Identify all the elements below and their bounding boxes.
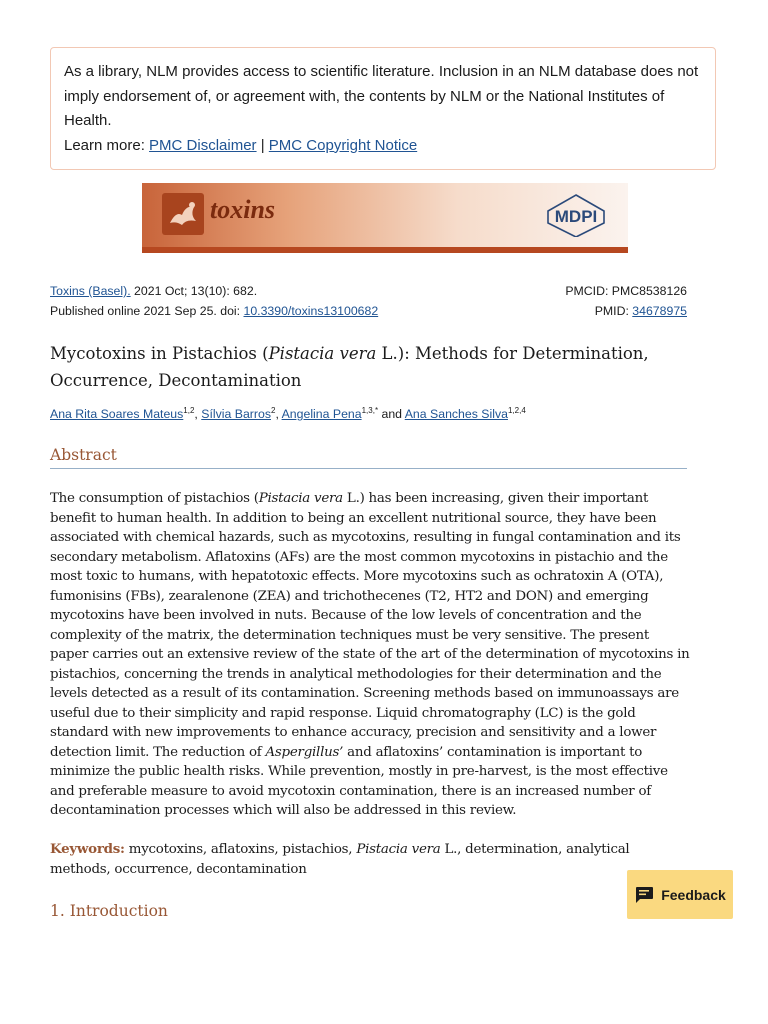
published-online: Published online 2021 Sep 25. doi: [50, 304, 244, 318]
author-link[interactable]: Ana Rita Soares Mateus [50, 407, 184, 422]
mdpi-logo-text: MDPI [554, 207, 598, 226]
journal-link[interactable]: Toxins (Basel). [50, 284, 131, 298]
author-link[interactable]: Angelina Pena [281, 407, 362, 422]
issue-info: 2021 Oct; 13(10): 682. [130, 284, 258, 298]
author-link[interactable]: Ana Sanches Silva [404, 407, 508, 422]
author-affiliation: 1,2 [183, 406, 195, 415]
keywords: Keywords: mycotoxins, aflatoxins, pistachios, Pistacia vera L., determination, analytical methods, occurrence, decontamination [50, 841, 630, 877]
feedback-label: Feedback [661, 886, 726, 903]
learn-more-label: Learn more: [64, 136, 150, 154]
journal-name: toxins [210, 195, 276, 224]
article-title: Mycotoxins in Pistachios (Pistacia vera L.): Methods for Determination, Occurrence, Decontamination [50, 344, 649, 390]
author-affiliation: 1,3,* [361, 406, 379, 415]
pmid-label: PMID: [594, 304, 633, 318]
author-affiliation: 2 [270, 406, 276, 415]
feedback-chat-icon [634, 886, 654, 904]
disclaimer-text: As a library, NLM provides access to scientific literature. Inclusion in an NLM database does not imply endorsement of, or agreement with, the contents by NLM or the National Institutes of Health. [64, 63, 699, 129]
author-link[interactable]: Sílvia Barros [201, 407, 271, 422]
introduction-heading[interactable]: 1. Introduction [50, 902, 168, 920]
pmid-link[interactable]: 34678975 [632, 304, 687, 318]
doi-link[interactable]: 10.3390/toxins13100682 [243, 304, 379, 318]
link-separator: | [256, 136, 269, 154]
nlm-disclaimer-box [50, 47, 716, 170]
abstract-body: The consumption of pistachios (Pistacia vera L.) has been increasing, given their important benefit to human health. In addition to being an excellent nutritional source, they have been associated with chemical hazards, such as mycotoxins, resulting in fungal contamination and its secondary metabolism. Aflatoxins (AFs) are the most common mycotoxins in pistachio and the most toxic to humans, with hepatotoxic effects. More mycotoxins such as ochratoxin A (OTA), fumonisins (FBs), zearalenone (ZEA) and trichothecenes (T2, HT2 and DON) and emerging mycotoxins have been involved in nuts. Because of the low levels of concentration and the complexity of the matrix, the determination techniques must be very sensitive. The present paper carries out an extensive review of the state of the art of the determination of mycotoxins in pistachios, concerning the trends in analytical methodologies for their determination and the levels detected as a result of its contamination. Screening methods based on immunoassays are useful due to their simplicity and rapid response. Liquid chromatography (LC) is the gold standard with new improvements to enhance accuracy, precision and sensitivity and a lower detection limit. The reduction of Aspergillus’ and aflatoxins’ contamination is important to minimize the public health risks. While prevention, mostly in pre-harvest, is the most effective and preferable measure to avoid mycotoxin contamination, there is an increased number of decontamination processes which will also be addressed in this review. [50, 491, 690, 818]
pmc-disclaimer-link[interactable]: PMC Disclaimer [149, 136, 257, 154]
feedback-button[interactable] [627, 870, 733, 919]
pmc-copyright-link[interactable]: PMC Copyright Notice [268, 136, 418, 154]
author-affiliation: 1,2,4 [507, 406, 526, 415]
mdpi-logo [542, 193, 610, 237]
journal-emblem-icon [162, 193, 204, 235]
abstract-heading: Abstract [50, 446, 687, 469]
author-list: Ana Rita Soares Mateus$^{1,2}$, Sílvia Barros$^2$, Angelina Pena$^{1,3,*}$ and Ana Sanches Silva$^{1,2,4}$ [50, 406, 526, 422]
keywords-label: Keywords: [50, 841, 125, 857]
journal-banner[interactable] [142, 183, 628, 253]
pmcid: PMCID: PMC8538126 [565, 284, 687, 298]
